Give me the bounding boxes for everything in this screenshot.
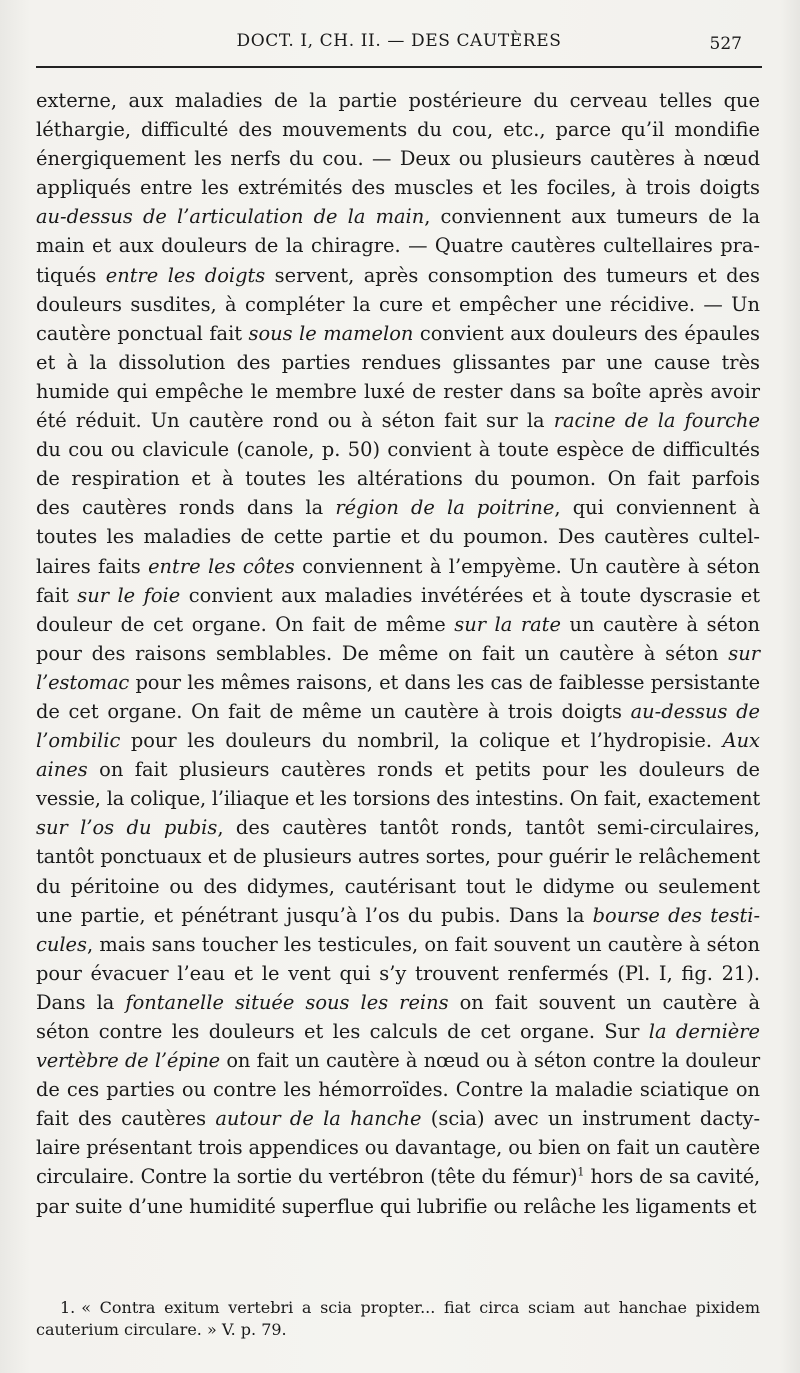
text-run: hors de sa cavité, [584, 1165, 760, 1189]
text-run: léthargie, difficulté des mouvements du cou, etc., parce qu’il mondifie [36, 118, 760, 142]
text-run: vessie, la colique, l’iliaque et les torsions des intestins. On fait, exactement [36, 787, 760, 811]
text-run: externe, aux maladies de la partie postérieure du cerveau telles que [36, 89, 760, 112]
text-run: pour évacuer l’eau et le vent qui s’y trouvent renfermés (Pl. I, fig. 21). [36, 961, 760, 985]
italic-text-run: sur le foie [77, 583, 181, 607]
footnote [36, 1297, 760, 1341]
text-run: on fait plusieurs cautères ronds et petits pour les douleurs de [87, 758, 760, 782]
text-line [36, 464, 760, 493]
text-line [36, 435, 760, 464]
text-line [36, 348, 760, 377]
text-run: on fait souvent un cautère à [448, 990, 761, 1014]
text-run: séton contre les douleurs et les calculs de cet organe. Sur [36, 1020, 649, 1043]
text-line [36, 377, 760, 406]
italic-text-run: sous le mamelon [248, 321, 414, 345]
italic-text-run: au-dessus de [630, 699, 760, 723]
text-run: et à la dissolution des parties rendues glissantes par une cause très [36, 350, 760, 374]
italic-text-run: sur [728, 641, 760, 665]
text-line [36, 842, 760, 871]
footnote-number: 1. [60, 1298, 76, 1317]
text-line [36, 173, 760, 202]
text-run: cautère ponctual fait [36, 321, 249, 345]
italic-text-run: vertèbre de l’épine [36, 1049, 220, 1073]
text-line [36, 1192, 760, 1221]
text-run: tiqués [36, 263, 106, 287]
text-run: pour les douleurs du nombril, la colique et l’hydropisie. [120, 729, 723, 753]
text-run: pour les mêmes raisons, et dans les cas de faiblesse persistante [129, 670, 760, 694]
text-line [36, 1017, 760, 1046]
text-run: main et aux douleurs de la chiragre. — Quatre cautères cultellaires pra- [36, 234, 760, 258]
text-line [36, 901, 760, 930]
text-run: été réduit. Un cautère rond ou à séton fait sur la [36, 409, 554, 433]
text-run: circulaire. Contre la sortie du vertébron (tête du fémur) [36, 1165, 578, 1189]
italic-text-run: la dernière [648, 1020, 761, 1043]
text-line [36, 988, 760, 1017]
text-run: pour des raisons semblables. De même on fait un cautère à séton [36, 641, 729, 665]
text-run: Dans la [36, 990, 126, 1014]
text-run: , mais sans toucher les testicules, on fait souvent un cautère à séton [86, 932, 760, 956]
text-line [36, 755, 760, 784]
text-line [36, 697, 760, 726]
italic-text-run: fontanelle située sous les reins [125, 990, 449, 1014]
footnote-text: « Contra exitum vertebri a scia propter... fiat circa sciam aut hanchae pixidem [81, 1298, 760, 1317]
text-line [36, 1046, 760, 1075]
text-run: douleur de cet organe. On fait de même [36, 612, 455, 636]
text-line [36, 930, 760, 959]
text-line [36, 1133, 760, 1162]
text-line [36, 115, 760, 144]
italic-text-run: sur l’os du pubis [36, 816, 218, 840]
text-run: laire présentant trois appendices ou davantage, ou bien on fait un cautère [36, 1136, 761, 1160]
italic-text-run: racine de la fourche [553, 409, 761, 433]
italic-text-run: l’ombilic [36, 729, 121, 753]
text-line [36, 1104, 760, 1133]
text-line [36, 639, 760, 668]
text-line [36, 261, 760, 290]
text-run: de cet organe. On fait de même un cautère à trois doigts [36, 699, 631, 723]
italic-text-run: aines [36, 758, 88, 782]
text-run: servent, après consomption des tumeurs et des [265, 263, 760, 287]
text-run: des cautères ronds dans la [36, 496, 336, 520]
text-run: une partie, et pénétrant jusqu’à l’os du pubis. Dans la [36, 903, 593, 927]
text-line [36, 668, 760, 697]
text-line [36, 231, 760, 260]
text-line [36, 1075, 760, 1104]
italic-text-run: bourse des testi- [592, 903, 760, 927]
text-run: , des cautères tantôt ronds, tantôt semi-circulaires, [217, 816, 760, 840]
text-line [36, 406, 760, 435]
text-run: convient aux douleurs des épaules [413, 321, 761, 345]
text-line [36, 319, 760, 348]
italic-text-run: autour de la hanche [215, 1107, 422, 1131]
italic-text-run: sur la rate [454, 612, 561, 636]
italic-text-run: Aux [722, 729, 760, 753]
text-run: conviennent à l’empyème. Un cautère à séton [294, 554, 760, 578]
text-line [36, 784, 760, 813]
text-line [36, 493, 760, 522]
text-run: un cautère à séton [560, 612, 760, 636]
italic-text-run: l’estomac [36, 670, 130, 694]
italic-text-run: région de la poitrine [335, 496, 555, 520]
text-line [36, 144, 760, 173]
italic-text-run: au-dessus de l’articulation de la main [36, 205, 425, 229]
italic-text-run: entre les doigts [105, 263, 266, 287]
footnote-reference: 1 [577, 1166, 585, 1179]
text-run: humide qui empêche le membre luxé de rester dans sa boîte après avoir [36, 379, 760, 403]
text-line [36, 581, 760, 610]
text-line [36, 959, 760, 988]
text-run: de ces parties ou contre les hémorroïdes. Contre la maladie sciatique on [36, 1078, 760, 1102]
footnote-text: cauterium circulare. » V. p. 79. [36, 1320, 287, 1339]
page-number: 527 [709, 34, 742, 54]
text-run: on fait un cautère à nœud ou à séton contre la douleur [219, 1049, 760, 1073]
text-run: , qui conviennent à [554, 496, 761, 520]
italic-text-run: cules [36, 932, 87, 956]
text-run: du péritoine ou des didymes, cautérisant tout le didyme ou seulement [36, 874, 760, 898]
text-line [36, 1162, 760, 1191]
text-run: tantôt ponctuaux et de plusieurs autres sortes, pour guérir le relâchement [36, 845, 760, 869]
text-run: convient aux maladies invétérées et à toute dyscrasie et [180, 583, 760, 607]
text-run: du cou ou clavicule (canole, p. 50) convient à toute espèce de difficultés [36, 438, 760, 462]
text-line [36, 202, 760, 231]
text-line [36, 872, 760, 901]
text-line [36, 813, 760, 842]
text-run: fait [36, 583, 78, 607]
italic-text-run: entre les côtes [148, 554, 295, 578]
text-run: par suite d’une humidité superflue qui lubrifie ou relâche les ligaments et [36, 1194, 757, 1218]
text-line [36, 610, 760, 639]
text-run: appliqués entre les extrémités des muscles et les fociles, à trois doigts [36, 176, 760, 200]
text-line [36, 522, 760, 551]
text-run: , conviennent aux tumeurs de la [424, 205, 761, 229]
text-run: énergiquement les nerfs du cou. — Deux ou plusieurs cautères à nœud [36, 147, 760, 171]
text-line [36, 86, 760, 115]
footnote-line [36, 1297, 760, 1319]
footnote-line [36, 1319, 760, 1341]
text-line [36, 290, 760, 319]
header-rule [36, 66, 762, 68]
text-run: de respiration et à toutes les altérations du poumon. On fait parfois [36, 467, 760, 491]
text-run: douleurs susdites, à compléter la cure et empêcher une récidive. — Un [36, 292, 760, 316]
text-run: fait des cautères [36, 1107, 216, 1131]
page-header [36, 28, 762, 64]
text-line [36, 552, 760, 581]
text-run: (scia) avec un instrument dacty- [421, 1107, 760, 1131]
text-run: toutes les maladies de cette partie et du poumon. Des cautères cultel- [36, 525, 760, 549]
running-title: DOCT. I, CH. II. — DES CAUTÈRES [236, 31, 562, 51]
text-line [36, 726, 760, 755]
text-run: laires faits [36, 554, 149, 578]
body-text [36, 86, 760, 1221]
